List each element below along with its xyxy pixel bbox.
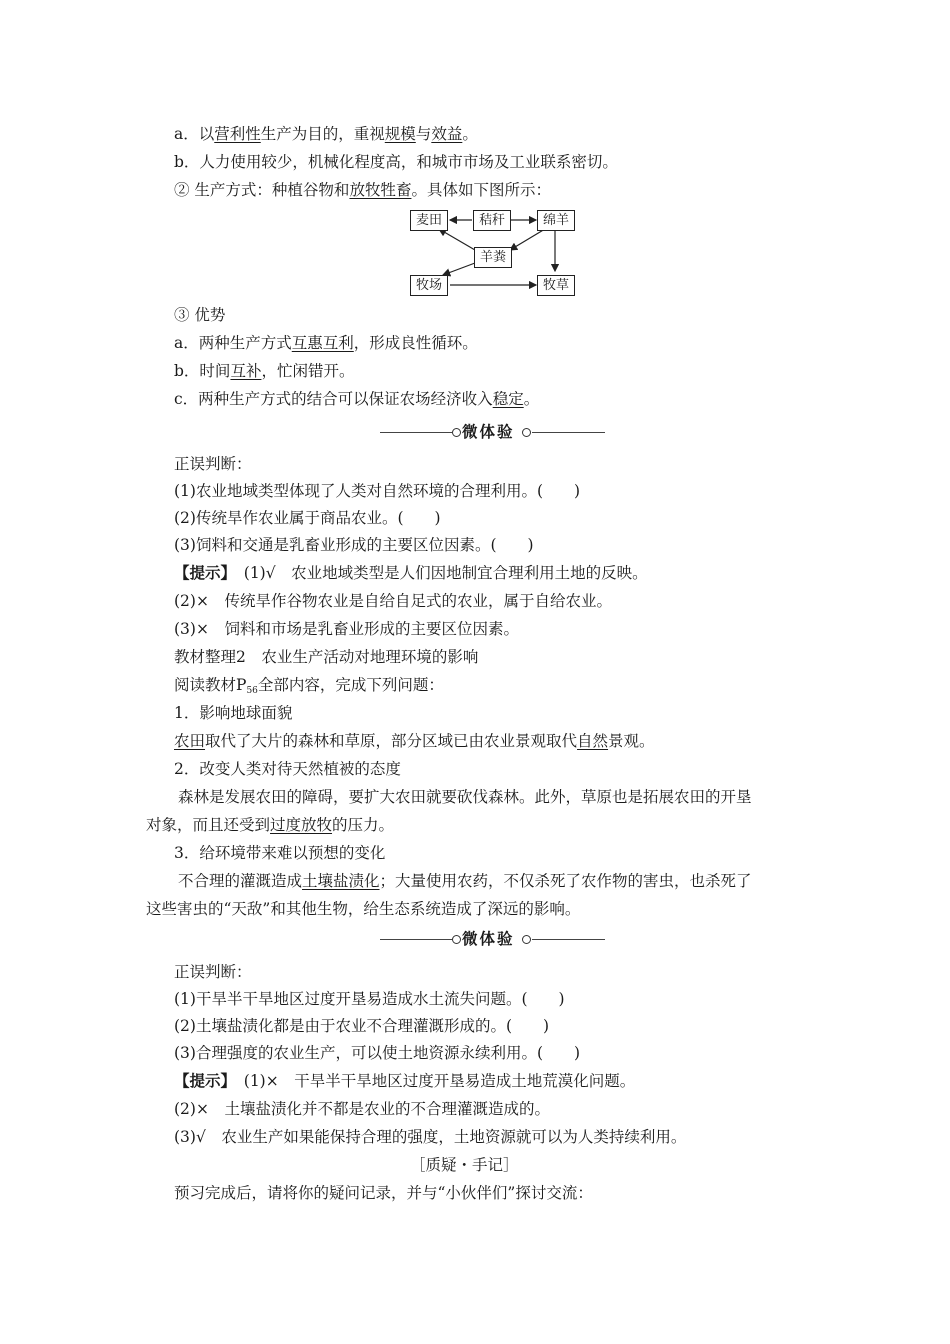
subheading: 2．改变人类对待天然植被的态度 [174, 760, 401, 778]
divider-dot [452, 428, 461, 437]
node-mianyang: 绵羊 [537, 210, 575, 231]
text: 全部内容，完成下列问题： [257, 676, 444, 694]
text: 。 [523, 390, 540, 408]
underlined-term: 营利性 [214, 125, 261, 143]
node-mucao: 牧草 [537, 275, 575, 296]
section-divider [380, 928, 605, 950]
paragraph: 森林是发展农田的障碍，要扩大农田就要砍伐森林。此外，草原也是拓展农田的开垦 [178, 788, 752, 806]
text: c．两种生产方式的结合可以保证农场经济收入 [174, 390, 493, 408]
text: a．两种生产方式 [174, 334, 292, 352]
subheading: 3．给环境带来难以预想的变化 [174, 844, 386, 862]
hint-text: (1)× 干旱半干旱地区过度开垦易造成土地荒漠化问题。 [228, 1072, 636, 1090]
divider-label: 微体验 [462, 422, 515, 441]
hint-label: 【提示】 [174, 563, 229, 582]
divider-line [380, 939, 452, 940]
quiz-hint: (2)× 传统旱作谷物农业是自给自足式的农业，属于自给农业。 [174, 592, 612, 610]
text: ② 生产方式：种植谷物和 [174, 181, 350, 199]
paragraph [146, 815, 394, 835]
underlined-term: 效益 [431, 125, 463, 143]
divider-label: 微体验 [462, 929, 515, 948]
text: b．时间 [174, 362, 231, 380]
underlined-term: 互惠互利 [291, 334, 354, 352]
divider-dot [452, 935, 461, 944]
text: 阅读教材P [174, 676, 247, 694]
node-muchang: 牧场 [410, 275, 448, 296]
line-b: b．人力使用较少，机械化程度高，和城市市场及工业联系密切。 [174, 153, 618, 171]
quiz-intro: 正误判断： [174, 963, 252, 981]
hint-label: 【提示】 [174, 1071, 229, 1090]
node-yangfen: 羊粪 [474, 247, 512, 268]
quiz-hint: (2)× 土壤盐渍化并不都是农业的不合理灌溉造成的。 [174, 1100, 550, 1118]
underlined-term: 土壤盐渍化 [302, 872, 380, 890]
line-a [174, 124, 478, 144]
text: 与 [415, 125, 432, 143]
underlined-term: 规模 [384, 125, 416, 143]
advantage-b [174, 361, 354, 381]
quiz-question: (3)饲料和交通是乳畜业形成的主要区位因素。( ) [174, 536, 534, 554]
text: 的压力。 [332, 816, 395, 834]
paragraph: 这些害虫的“天敌”和其他生物，给生态系统造成了深远的影响。 [146, 900, 581, 918]
divider-dot [522, 428, 531, 437]
reading-instruction [174, 675, 444, 701]
quiz-hint: (3)× 饲料和市场是乳畜业形成的主要区位因素。 [174, 620, 519, 638]
advantages-heading: ③ 优势 [174, 306, 226, 324]
text: 。具体如下图所示： [411, 181, 551, 199]
notes-text: 预习完成后，请将你的疑问记录，并与“小伙伴们”探讨交流： [174, 1184, 593, 1202]
notes-title: ［质疑・手记］ [410, 1156, 519, 1174]
paragraph [178, 871, 752, 891]
underlined-term: 稳定 [492, 390, 524, 408]
advantage-c [174, 389, 539, 409]
text: 生产为目的，重视 [260, 125, 385, 143]
text: ，忙闲错开。 [261, 362, 355, 380]
divider-line [532, 939, 605, 940]
advantage-a [174, 333, 478, 353]
page-subscript: 56 [246, 686, 258, 696]
text: 。 [462, 125, 478, 143]
quiz-question: (1)农业地域类型体现了人类对自然环境的合理利用。( ) [174, 482, 581, 500]
cycle-diagram [405, 205, 580, 300]
node-maitian: 麦田 [410, 210, 448, 231]
quiz-hint [174, 1071, 635, 1091]
text: 对象，而且还受到 [146, 816, 271, 834]
subheading: 1．影响地球面貌 [174, 704, 293, 722]
divider-line [380, 432, 452, 433]
hint-text: (1)√ 农业地域类型是人们因地制宜合理利用土地的反映。 [228, 564, 648, 582]
node-jinggan: 秸秆 [473, 210, 511, 231]
text: ，形成良性循环。 [353, 334, 478, 352]
underlined-term: 自然 [577, 732, 609, 750]
underlined-term: 农田 [174, 732, 206, 750]
section-divider [380, 421, 605, 443]
quiz-intro: 正误判断： [174, 455, 252, 473]
quiz-question: (2)土壤盐渍化都是由于农业不合理灌溉形成的。( ) [174, 1017, 550, 1035]
quiz-hint: (3)√ 农业生产如果能保持合理的强度，土地资源就可以为人类持续利用。 [174, 1128, 687, 1146]
production-mode-line [174, 180, 551, 200]
underlined-term: 互补 [230, 362, 262, 380]
underlined-term: 过度放牧 [270, 816, 333, 834]
divider-line [532, 432, 605, 433]
paragraph [174, 731, 655, 751]
quiz-question: (3)合理强度的农业生产，可以使土地资源永续利用。( ) [174, 1044, 581, 1062]
section-title: 教材整理2 农业生产活动对地理环境的影响 [174, 648, 479, 666]
text: 景观。 [608, 732, 655, 750]
quiz-question: (1)干旱半干旱地区过度开垦易造成水土流失问题。( ) [174, 990, 565, 1008]
underlined-term: 放牧牲畜 [349, 181, 412, 199]
quiz-question: (2)传统旱作农业属于商品农业。( ) [174, 509, 441, 527]
text: a．以 [174, 125, 215, 143]
quiz-hint [174, 563, 648, 583]
text: ；大量使用农药，不仅杀死了农作物的害虫，也杀死了 [379, 872, 752, 890]
text: 取代了大片的森林和草原，部分区域已由农业景观取代 [205, 732, 578, 750]
divider-dot [522, 935, 531, 944]
text: 不合理的灌溉造成 [178, 872, 303, 890]
